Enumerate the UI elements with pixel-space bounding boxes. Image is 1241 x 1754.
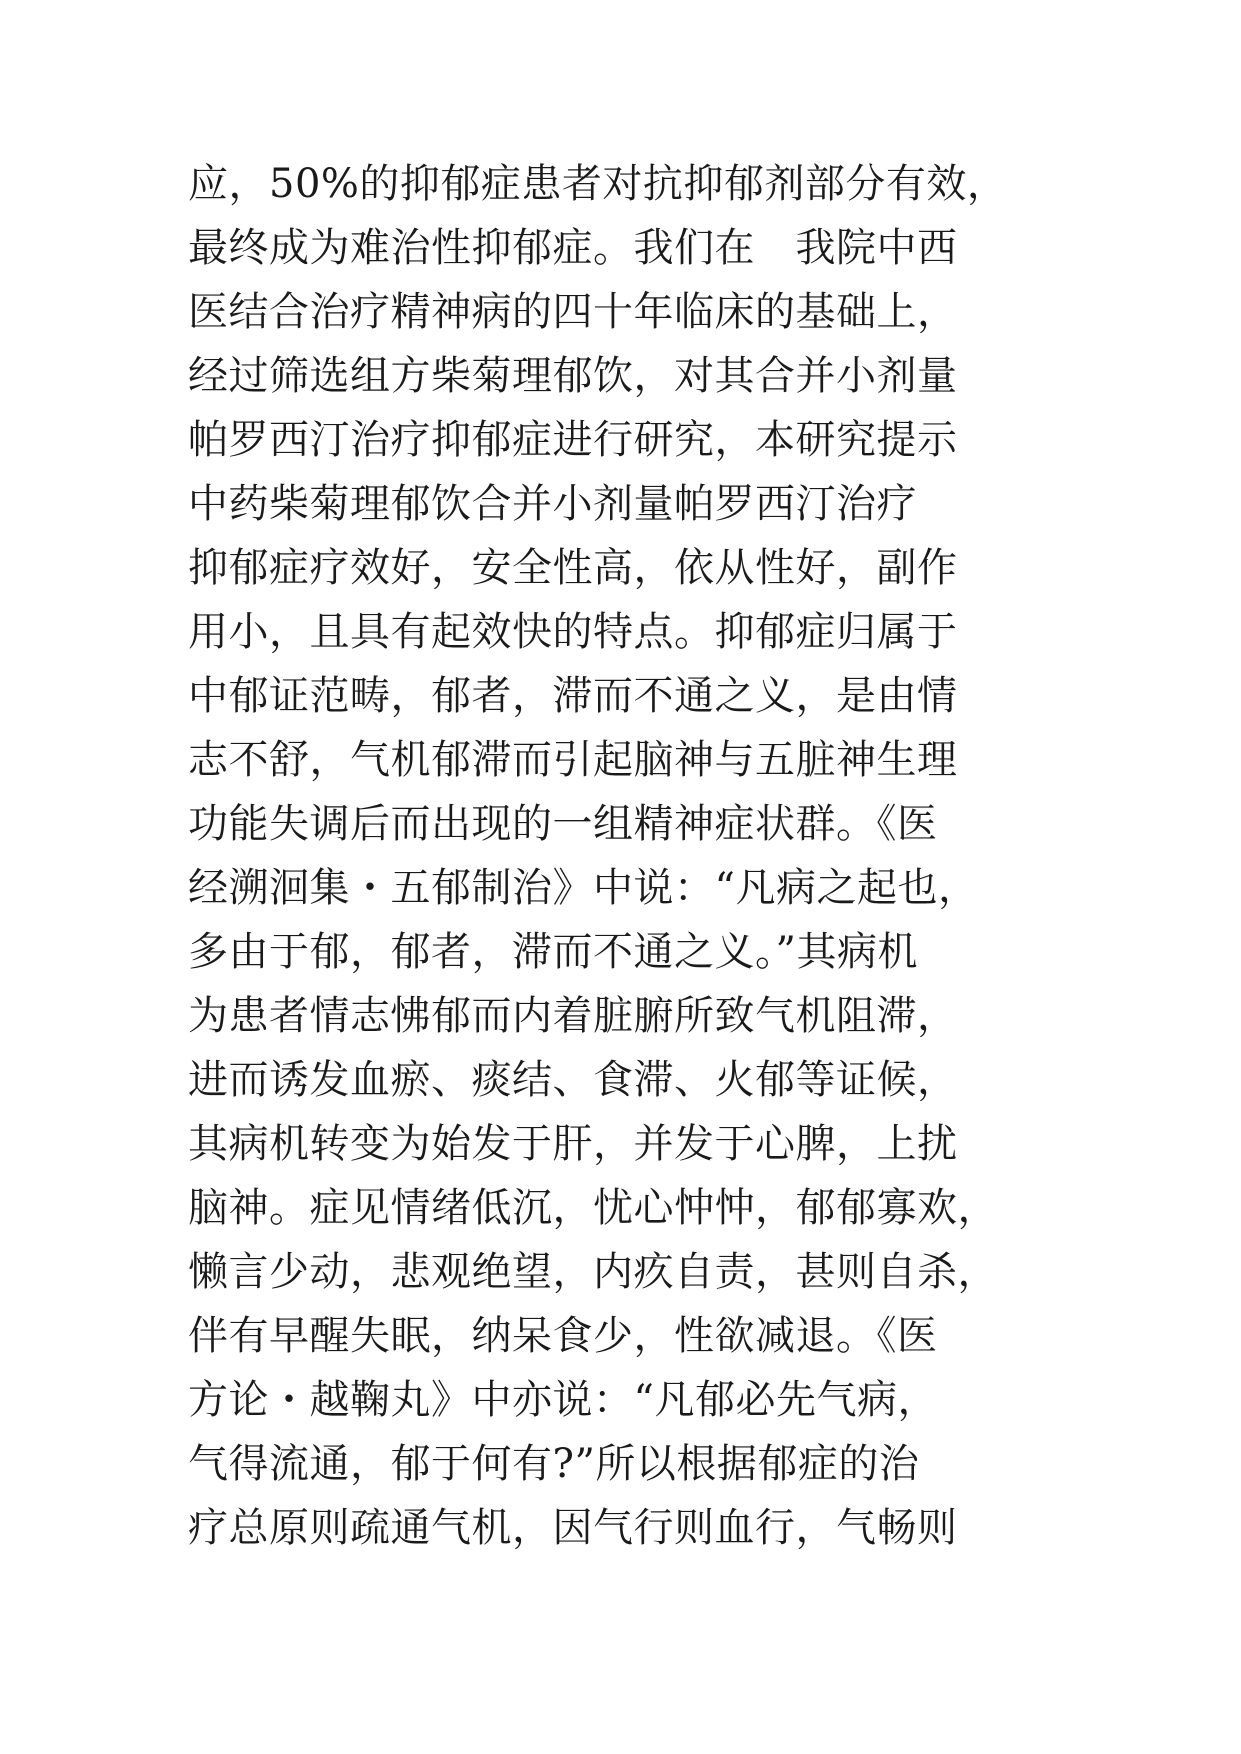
- text-line-7: 抑郁症疗效好，安全性高，依从性好，副作: [188, 545, 958, 591]
- text-line-15: 进而诱发血瘀、痰结、食滞、火郁等证候，: [188, 1057, 958, 1103]
- text-line-12: 经溯洄集・五郁制治》中说：“凡病之起也，: [188, 865, 979, 911]
- text-line-11: 功能失调后而出现的一组精神症状群。《医: [188, 801, 938, 847]
- text-line-4: 经过筛选组方柴菊理郁饮，对其合并小剂量: [188, 353, 958, 399]
- text-line-8: 用小，且具有起效快的特点。抑郁症归属于: [188, 609, 958, 655]
- text-line-3: 医结合治疗精神病的四十年临床的基础上，: [188, 289, 958, 335]
- text-line-5: 帕罗西汀治疗抑郁症进行研究，本研究提示: [188, 417, 958, 463]
- text-line-21: 气得流通，郁于何有?”所以根据郁症的治: [188, 1441, 920, 1487]
- text-line-19: 伴有早醒失眠，纳呆食少，性欲减退。《医: [188, 1313, 938, 1359]
- text-line-9: 中郁证范畴，郁者，滞而不通之义，是由情: [188, 673, 958, 719]
- text-line-20: 方论・越鞠丸》中亦说：“凡郁必先气病，: [188, 1377, 938, 1423]
- body-text: [188, 152, 1088, 1560]
- text-line-10: 志不舒，气机郁滞而引起脑神与五脏神生理: [188, 737, 958, 783]
- text-line-17: 脑神。症见情绪低沉，忧心忡忡，郁郁寡欢，: [188, 1185, 998, 1231]
- text-line-22: 疗总原则疏通气机，因气行则血行，气畅则: [188, 1505, 958, 1551]
- text-line-2: 最终成为难治性抑郁症。我们在 我院中西: [188, 225, 958, 271]
- text-line-1: 应，50%的抑郁症患者对抗抑郁剂部分有效，: [188, 161, 1008, 207]
- text-line-18: 懒言少动，悲观绝望，内疚自责，甚则自杀，: [188, 1249, 998, 1295]
- text-line-14: 为患者情志怫郁而内着脏腑所致气机阻滞，: [188, 993, 958, 1039]
- text-line-13: 多由于郁，郁者，滞而不通之义。”其病机: [188, 929, 918, 975]
- text-line-16: 其病机转变为始发于肝，并发于心脾，上扰: [188, 1121, 958, 1167]
- text-line-6: 中药柴菊理郁饮合并小剂量帕罗西汀治疗: [188, 481, 917, 527]
